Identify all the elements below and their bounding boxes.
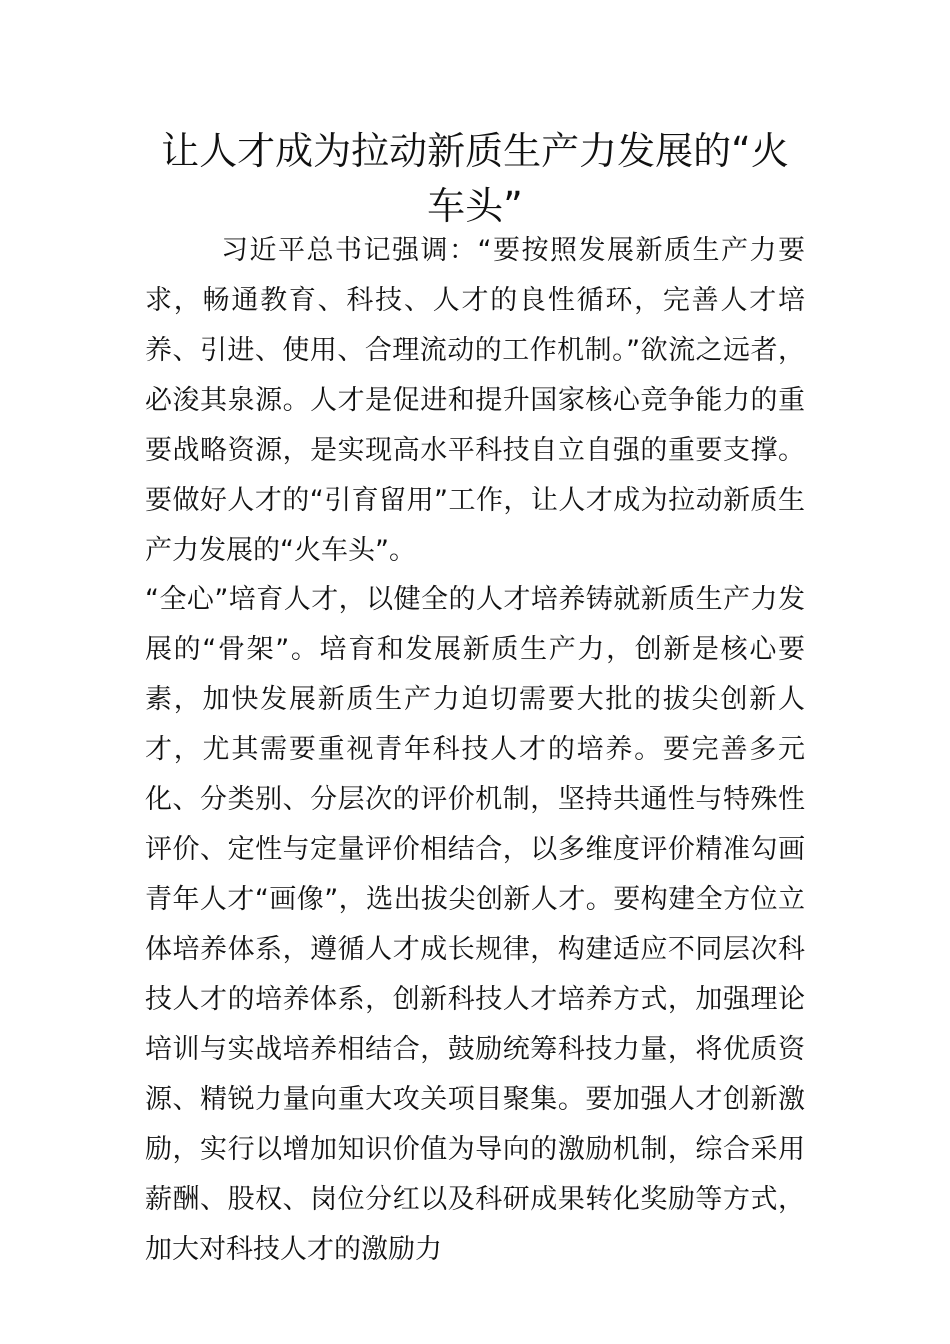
paragraph-cultivate-talent: “全心”培育人才，以健全的人才培养铸就新质生产力发展的“骨架”。培育和发展新质生产力，创新是核心要素，加快发展新质生产力迫切需要大批的拔尖创新人才，尤其需要重视青年科技人才的培养。要完善多元化、分类别、分层次的评价机制，坚持共通性与特殊性评价、定性与定量评价相结合，以多维度评价精准勾画青年人才“画像”，选出拔尖创新人才。要构建全方位立体培养体系，遵循人才成长规律，构建适应不同层次科技人才的培养体系，创新科技人才培养方式，加强理论培训与实战培养相结合，鼓励统筹科技力量，将优质资源、精锐力量向重大攻关项目聚集。要加强人才创新激励，实行以增加知识价值为导向的激励机制，综合采用薪酬、股权、岗位分红以及科研成果转化奖励等方式，加大对科技人才的激励力 <box>145 584 805 1265</box>
paragraph-intro: 习近平总书记强调：“要按照发展新质生产力要求，畅通教育、科技、人才的良性循环，完善人才培养、引进、使用、合理流动的工作机制。”欲流之远者，必浚其泉源。人才是促进和提升国家核心竞争能力的重要战略资源，是实现高水平科技自立自强的重要支撑。要做好人才的“引育留用”工作，让人才成为拉动新质生产力发展的“火车头”。 <box>145 235 805 566</box>
document-title: 让人才成为拉动新质生产力发展的“火车头” <box>161 129 789 228</box>
